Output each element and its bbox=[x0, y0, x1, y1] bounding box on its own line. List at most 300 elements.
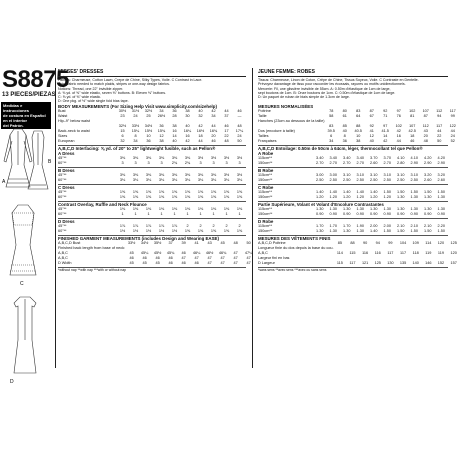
table-cell: 3½ bbox=[223, 173, 230, 177]
row-label: Bust bbox=[58, 109, 66, 113]
table-cell: 3⅛ bbox=[184, 178, 191, 182]
table-cell: 47 bbox=[220, 261, 225, 265]
table-cell: 3½ bbox=[223, 156, 230, 160]
table-cell: 1.20 bbox=[316, 195, 324, 199]
table-cell: 43 bbox=[423, 129, 428, 133]
table-cell: 140 bbox=[412, 261, 419, 265]
table-cell: 1⅝ bbox=[197, 195, 204, 199]
table-cell: 2.50 bbox=[410, 178, 418, 182]
table-cell: 47 bbox=[246, 256, 251, 260]
table-cell: 3⅜ bbox=[119, 173, 126, 177]
table-cell: 88 bbox=[350, 241, 355, 245]
table-cell: 1½ bbox=[158, 229, 165, 233]
table-cell: 16¾ bbox=[209, 129, 218, 133]
table-cell: 2.50 bbox=[343, 178, 351, 182]
table-cell: 1.50 bbox=[383, 190, 391, 194]
table-cell: 1 bbox=[147, 212, 150, 216]
table-cell: 1.30 bbox=[410, 207, 418, 211]
table-cell: 30½ bbox=[118, 109, 127, 113]
table-cell: 45¾ bbox=[166, 251, 175, 255]
table-row bbox=[58, 229, 246, 234]
table-cell: 0.90 bbox=[437, 212, 445, 216]
table-cell: 0.90 bbox=[424, 212, 432, 216]
section-title: Contrast Overlay, Ruffle and Neck Flounce bbox=[58, 202, 147, 207]
table-cell: 3⅛ bbox=[158, 178, 165, 182]
row-label: 150cm** bbox=[258, 195, 273, 199]
table-cell: 1 bbox=[212, 212, 215, 216]
row-label: 60"** bbox=[58, 161, 67, 165]
table-cell: 38 bbox=[356, 139, 361, 143]
table-cell: 114 bbox=[425, 241, 432, 245]
row-label: Poitrine bbox=[258, 109, 271, 113]
table-cell: 3 bbox=[212, 161, 215, 165]
row-label: 45"** bbox=[58, 173, 67, 177]
table-cell: 117 bbox=[349, 261, 356, 265]
table-row bbox=[258, 139, 459, 144]
table-cell: 3⅛ bbox=[145, 178, 152, 182]
table-cell: 46 bbox=[181, 261, 186, 265]
table-cell: 94 bbox=[437, 114, 442, 118]
row-label: Hip–9" below waist bbox=[58, 119, 90, 123]
row-label: 115cm** bbox=[258, 190, 273, 194]
table-cell: 37 bbox=[224, 114, 229, 118]
table-cell: 39 bbox=[181, 241, 186, 245]
table-cell: 119 bbox=[437, 251, 444, 255]
table-cell: 2.60 bbox=[437, 178, 445, 182]
table-cell: 16¼ bbox=[183, 129, 192, 133]
table-cell: 1.20 bbox=[343, 195, 351, 199]
table-cell: 3.40 bbox=[343, 156, 351, 160]
table-cell: 112 bbox=[436, 109, 443, 113]
table-cell: 3⅜ bbox=[132, 156, 139, 160]
spanish-note-line: de costura en Español bbox=[3, 113, 46, 118]
table-cell: 1½ bbox=[171, 229, 178, 233]
row-label: Back-neck to waist bbox=[58, 129, 90, 133]
table-cell: 1⅞ bbox=[119, 224, 126, 228]
table-cell: 45½ bbox=[153, 251, 162, 255]
fabric-line: sept boutons de 1cm. B: Onze boutons de 1cm. C: 0.50m d'élastique de 1cm de large. bbox=[258, 90, 396, 95]
view-c-sketch bbox=[10, 205, 36, 275]
table-cell: 61 bbox=[342, 114, 347, 118]
table-cell: 3.10 bbox=[370, 173, 378, 177]
table-cell: 47 bbox=[207, 261, 212, 265]
table-cell: 2.50 bbox=[370, 178, 378, 182]
table-cell: 24 bbox=[237, 134, 242, 138]
table-cell: 1 bbox=[225, 212, 228, 216]
table-cell: 1⅝ bbox=[184, 195, 191, 199]
table-cell: 1.50 bbox=[437, 229, 445, 233]
row-label: Longueur finie du dos depuis la base du cou. bbox=[258, 246, 334, 250]
table-cell: 4.10 bbox=[397, 156, 405, 160]
table-cell: 44 bbox=[211, 124, 216, 128]
table-cell: 3⅜ bbox=[158, 156, 165, 160]
table-cell: 76 bbox=[396, 114, 401, 118]
table-cell: 1.30 bbox=[316, 207, 324, 211]
table-cell: 67 bbox=[369, 114, 374, 118]
row-label: Largeur fini en bas bbox=[258, 256, 290, 260]
table-cell: 1⅝ bbox=[197, 190, 204, 194]
table-cell: 22 bbox=[224, 134, 229, 138]
table-cell: 2 bbox=[186, 224, 189, 228]
table-cell: 47 bbox=[233, 256, 238, 260]
table-cell: 23 bbox=[120, 114, 125, 118]
table-cell: 1⅞ bbox=[158, 224, 165, 228]
table-cell: 1½ bbox=[132, 229, 139, 233]
table-cell: 4.20 bbox=[424, 156, 432, 160]
table-cell: 0.90 bbox=[343, 212, 351, 216]
table-cell: 48 bbox=[233, 241, 238, 245]
table-row bbox=[258, 195, 448, 200]
table-cell: 83 bbox=[356, 109, 361, 113]
table-cell: 2.10 bbox=[424, 224, 432, 228]
table-cell: 1.20 bbox=[370, 195, 378, 199]
table-cell: 1⅝ bbox=[223, 195, 230, 199]
table-cell: 18 bbox=[410, 134, 415, 138]
row-rule bbox=[58, 218, 246, 219]
table-cell: 1.70 bbox=[316, 224, 324, 228]
table-cell: 1.50 bbox=[410, 190, 418, 194]
table-cell: 58 bbox=[329, 114, 334, 118]
table-cell: 1⅝ bbox=[210, 190, 217, 194]
table-cell: 52 bbox=[450, 139, 455, 143]
table-cell: 46 bbox=[168, 261, 173, 265]
table-cell: 81 bbox=[410, 114, 415, 118]
fabric-line: A: ⅝ yd. of ⅝" wide elastic, seven ⅜" buttons. B: Eleven ⅜" buttons. bbox=[58, 90, 167, 95]
fabric-line: D: Un paquet de ruban de biais simple de 1.3cm de large. bbox=[258, 95, 350, 100]
table-cell: 1.30 bbox=[397, 195, 405, 199]
table-cell: 2¾ bbox=[171, 161, 178, 165]
table-cell: 1⅝ bbox=[171, 195, 178, 199]
table-cell: 87 bbox=[423, 114, 428, 118]
row-rule bbox=[258, 167, 448, 168]
table-row bbox=[258, 229, 448, 234]
table-cell: 107 bbox=[409, 124, 416, 128]
table-cell: 1 bbox=[199, 212, 202, 216]
table-cell: 2 bbox=[199, 224, 202, 228]
table-cell: 1 bbox=[186, 212, 189, 216]
table-cell: 3⅜ bbox=[184, 156, 191, 160]
table-cell: 40 bbox=[185, 124, 190, 128]
row-label: Dos (encolure à taille) bbox=[258, 129, 295, 133]
table-cell: 0.90 bbox=[316, 212, 324, 216]
table-cell: 10 bbox=[146, 134, 151, 138]
table-cell: 85 bbox=[337, 241, 342, 245]
table-cell: 15¾ bbox=[157, 129, 166, 133]
table-cell: 35½ bbox=[153, 241, 162, 245]
table-cell: 3⅜ bbox=[132, 173, 139, 177]
table-cell: 3.00 bbox=[329, 173, 337, 177]
table-cell: 116 bbox=[362, 251, 369, 255]
table-cell: 119 bbox=[425, 251, 432, 255]
row-rule bbox=[58, 167, 246, 168]
table-cell: 36 bbox=[146, 139, 151, 143]
row-label: 150cm** bbox=[258, 229, 273, 233]
table-cell: 1.30 bbox=[424, 207, 432, 211]
table-cell: 1.50 bbox=[410, 229, 418, 233]
table-cell: 1⅝ bbox=[132, 190, 139, 194]
row-label: 45"** bbox=[58, 224, 67, 228]
table-cell: 3⅛ bbox=[210, 178, 217, 182]
table-cell: 102 bbox=[409, 109, 416, 113]
measurement-table bbox=[258, 224, 448, 234]
table-cell: 1.30 bbox=[356, 229, 364, 233]
row-label: A,B,C,D Poitrine bbox=[258, 241, 286, 245]
table-cell: 0.90 bbox=[356, 212, 364, 216]
table-cell: 34½ bbox=[140, 241, 149, 245]
table-cell: 99 bbox=[450, 114, 455, 118]
table-cell: 46¾ bbox=[218, 251, 227, 255]
table-cell: 88 bbox=[356, 124, 361, 128]
measurement-table bbox=[58, 173, 246, 183]
fabric-line: Notions: Thread, one 22" invisible zipper. bbox=[58, 86, 124, 91]
row-label: 115cm** bbox=[258, 224, 273, 228]
table-cell: 17 bbox=[224, 129, 229, 133]
table-cell: 46 bbox=[237, 109, 242, 113]
table-cell: 1.40 bbox=[316, 190, 324, 194]
table-cell: 4.20 bbox=[437, 156, 445, 160]
table-cell: 3.40 bbox=[316, 156, 324, 160]
table-cell: 3⅛ bbox=[132, 178, 139, 182]
table-cell: 3⅛ bbox=[119, 178, 126, 182]
table-cell: 45 bbox=[129, 251, 134, 255]
measurement-table bbox=[58, 156, 246, 166]
table-cell: 1.20 bbox=[356, 195, 364, 199]
table-cell: 40.5 bbox=[354, 129, 362, 133]
table-cell: 2.80 bbox=[397, 161, 405, 165]
table-cell: 45 bbox=[155, 261, 160, 265]
table-cell: 1⅝ bbox=[171, 190, 178, 194]
table-cell: 3.10 bbox=[410, 173, 418, 177]
row-label: A,B,C,D Bust bbox=[58, 241, 81, 245]
table-cell: 2 bbox=[212, 224, 215, 228]
figure-label-b: B bbox=[48, 159, 52, 165]
section-title: D Dress bbox=[58, 219, 75, 224]
table-cell: 33½ bbox=[127, 241, 136, 245]
table-cell: 40 bbox=[198, 109, 203, 113]
table-cell: 3.10 bbox=[383, 173, 391, 177]
table-cell: 2.00 bbox=[370, 224, 378, 228]
fabric-line: D: One pkg. of ½" wide single fold bias tape. bbox=[58, 99, 129, 104]
row-label: European bbox=[58, 139, 75, 143]
table-cell: 3 bbox=[121, 161, 124, 165]
column-divider bbox=[55, 68, 56, 368]
table-cell: 1.40 bbox=[370, 190, 378, 194]
table-cell: 6 bbox=[121, 134, 124, 138]
table-cell: 16 bbox=[185, 134, 190, 138]
row-label: Sizes bbox=[58, 134, 68, 138]
table-row bbox=[58, 161, 246, 166]
row-label: 45"** bbox=[58, 190, 67, 194]
section-title: A Dress bbox=[58, 151, 75, 156]
table-cell: 42 bbox=[198, 124, 203, 128]
table-cell: 71 bbox=[383, 114, 388, 118]
table-cell: 2.60 bbox=[370, 161, 378, 165]
table-cell: 94 bbox=[375, 241, 380, 245]
row-label: 150cm** bbox=[258, 178, 273, 182]
table-cell: 114 bbox=[336, 251, 343, 255]
table-cell: 15 bbox=[120, 129, 125, 133]
table-cell: 48 bbox=[237, 124, 242, 128]
table-cell: 146 bbox=[425, 261, 432, 265]
table-cell: 3.10 bbox=[343, 173, 351, 177]
section-title: C Robe bbox=[258, 185, 274, 190]
table-cell: 2.50 bbox=[329, 178, 337, 182]
spanish-note-line: del Patrón. bbox=[3, 123, 24, 128]
table-cell: 157 bbox=[450, 261, 457, 265]
table-cell: 1.30 bbox=[343, 207, 351, 211]
table-cell: 24 bbox=[450, 134, 455, 138]
view-b-sketch bbox=[28, 131, 48, 189]
table-cell: 1⅝ bbox=[236, 195, 243, 199]
table-cell: 1⅞ bbox=[132, 224, 139, 228]
table-cell: 115 bbox=[336, 261, 343, 265]
table-cell: 1 bbox=[160, 212, 163, 216]
table-cell: — bbox=[237, 114, 242, 118]
table-cell: 120 bbox=[437, 241, 445, 245]
table-cell: 1⅝ bbox=[184, 229, 191, 233]
row-label: Tailles bbox=[258, 134, 269, 138]
table-cell: 1.30 bbox=[370, 207, 378, 211]
row-label: 60"** bbox=[58, 212, 67, 216]
table-cell: 1⅞ bbox=[171, 224, 178, 228]
table-cell: 40 bbox=[342, 129, 347, 133]
table-cell: 1.30 bbox=[437, 195, 445, 199]
table-cell: 1⅜ bbox=[171, 207, 178, 211]
table-cell: 43 bbox=[207, 241, 212, 245]
table-cell: 109 bbox=[412, 241, 419, 245]
table-cell: 2.50 bbox=[316, 178, 324, 182]
table-cell: 135 bbox=[399, 261, 407, 265]
table-cell: 1 bbox=[173, 212, 176, 216]
figure-label-a: A bbox=[2, 179, 6, 185]
table-row bbox=[258, 261, 460, 266]
footnote: *sans sens **avec sens ***avec ou sans sens bbox=[258, 268, 327, 272]
table-cell: 2.20 bbox=[437, 224, 445, 228]
table-cell: 3⅜ bbox=[145, 173, 152, 177]
table-cell: 44 bbox=[396, 139, 401, 143]
table-cell: 1⅜ bbox=[223, 207, 230, 211]
section-title: C Dress bbox=[58, 185, 75, 190]
table-cell: 45 bbox=[220, 241, 225, 245]
table-cell: 0.90 bbox=[383, 212, 391, 216]
table-cell: 3 bbox=[134, 161, 137, 165]
table-cell: 3 bbox=[160, 161, 163, 165]
table-cell: 2.90 bbox=[424, 161, 432, 165]
table-cell: 50 bbox=[246, 241, 251, 245]
english-header: MISSES' DRESSES bbox=[58, 69, 246, 77]
section-title: FINISHED GARMENT MEASUREMENTS (includes Design and Wearing EASE) bbox=[58, 236, 219, 241]
table-cell: 117 bbox=[449, 109, 456, 113]
table-cell: 46 bbox=[194, 261, 199, 265]
table-cell: 46 bbox=[155, 256, 160, 260]
table-cell: 3⅜ bbox=[171, 156, 178, 160]
table-cell: 2 bbox=[238, 224, 241, 228]
table-cell: 125 bbox=[450, 241, 457, 245]
table-cell: 38 bbox=[159, 139, 164, 143]
table-cell: 47 bbox=[246, 261, 251, 265]
table-cell: 2.50 bbox=[383, 178, 391, 182]
table-cell: 3½ bbox=[236, 156, 243, 160]
table-cell: 80 bbox=[342, 109, 347, 113]
table-cell: 3.10 bbox=[397, 173, 405, 177]
table-cell: 41 bbox=[369, 129, 374, 133]
column-divider bbox=[252, 68, 253, 368]
table-cell: 1.30 bbox=[424, 195, 432, 199]
table-cell: 1.50 bbox=[397, 229, 405, 233]
fabric-line: Extra fabric needed to match plaids, stripes or one-way design fabrics. bbox=[58, 82, 170, 87]
table-cell: 115 bbox=[349, 251, 356, 255]
table-cell: 3 bbox=[199, 161, 202, 165]
table-cell: 1⅝ bbox=[119, 190, 126, 194]
figure-label-c: C bbox=[20, 281, 24, 287]
table-cell: 1½ bbox=[145, 229, 152, 233]
table-cell: 104 bbox=[399, 241, 407, 245]
table-cell: 1.30 bbox=[437, 207, 445, 211]
row-label: 115cm** bbox=[258, 156, 273, 160]
table-cell: 1⅝ bbox=[132, 195, 139, 199]
table-cell: 3 bbox=[238, 161, 241, 165]
table-cell: 0.90 bbox=[410, 212, 418, 216]
table-cell: 16½ bbox=[196, 129, 205, 133]
table-cell: 42 bbox=[185, 139, 190, 143]
section-title: B Dress bbox=[58, 168, 75, 173]
spanish-note-line: en el interior bbox=[3, 118, 28, 123]
table-cell: 6 bbox=[330, 134, 333, 138]
pieces-count: 13 PIECES/PIEZAS bbox=[2, 92, 56, 98]
figure-label-d: D bbox=[10, 379, 14, 385]
table-cell: 1.30 bbox=[410, 195, 418, 199]
table-cell: 3 bbox=[225, 161, 228, 165]
table-cell: 121 bbox=[361, 261, 369, 265]
table-cell: 46 bbox=[410, 139, 415, 143]
table-cell: 17¼ bbox=[235, 129, 244, 133]
table-cell: 34 bbox=[211, 114, 216, 118]
row-label: D Largeur bbox=[258, 261, 275, 265]
table-cell: 92 bbox=[383, 109, 388, 113]
table-cell: 102 bbox=[395, 124, 402, 128]
table-cell: 1⅝ bbox=[223, 229, 230, 233]
table-cell: 33½ bbox=[131, 124, 140, 128]
table-cell: 3⅛ bbox=[197, 178, 204, 182]
table-cell: 87 bbox=[369, 109, 374, 113]
table-cell: 3⅜ bbox=[210, 173, 217, 177]
table-cell: 130 bbox=[387, 261, 394, 265]
table-cell: 2.70 bbox=[356, 161, 364, 165]
table-cell: 32½ bbox=[144, 109, 153, 113]
table-cell: 1⅜ bbox=[184, 207, 191, 211]
table-cell: 1⅞ bbox=[145, 224, 152, 228]
table-cell: 22 bbox=[437, 134, 442, 138]
table-cell: 3⅜ bbox=[145, 156, 152, 160]
table-cell: 1⅝ bbox=[197, 229, 204, 233]
table-cell: 46 bbox=[168, 256, 173, 260]
row-label: D Width bbox=[58, 261, 72, 265]
table-cell: 2.90 bbox=[410, 161, 418, 165]
table-cell: 46 bbox=[211, 139, 216, 143]
table-cell: 0.90 bbox=[397, 212, 405, 216]
table-cell: 2.10 bbox=[410, 224, 418, 228]
table-row bbox=[258, 161, 448, 166]
pattern-number: S8875 bbox=[2, 66, 69, 93]
table-cell: 97 bbox=[383, 124, 388, 128]
section-title: BODY MEASUREMENTS (For Sizing Help Visit www.simplicity.com/sizehelp) bbox=[58, 104, 217, 109]
table-cell: 44 bbox=[224, 109, 229, 113]
table-cell: 1⅝ bbox=[158, 195, 165, 199]
table-cell: 36 bbox=[342, 139, 347, 143]
table-cell: 1⅜ bbox=[119, 207, 126, 211]
row-rule bbox=[258, 218, 448, 219]
table-cell: 34 bbox=[133, 139, 138, 143]
